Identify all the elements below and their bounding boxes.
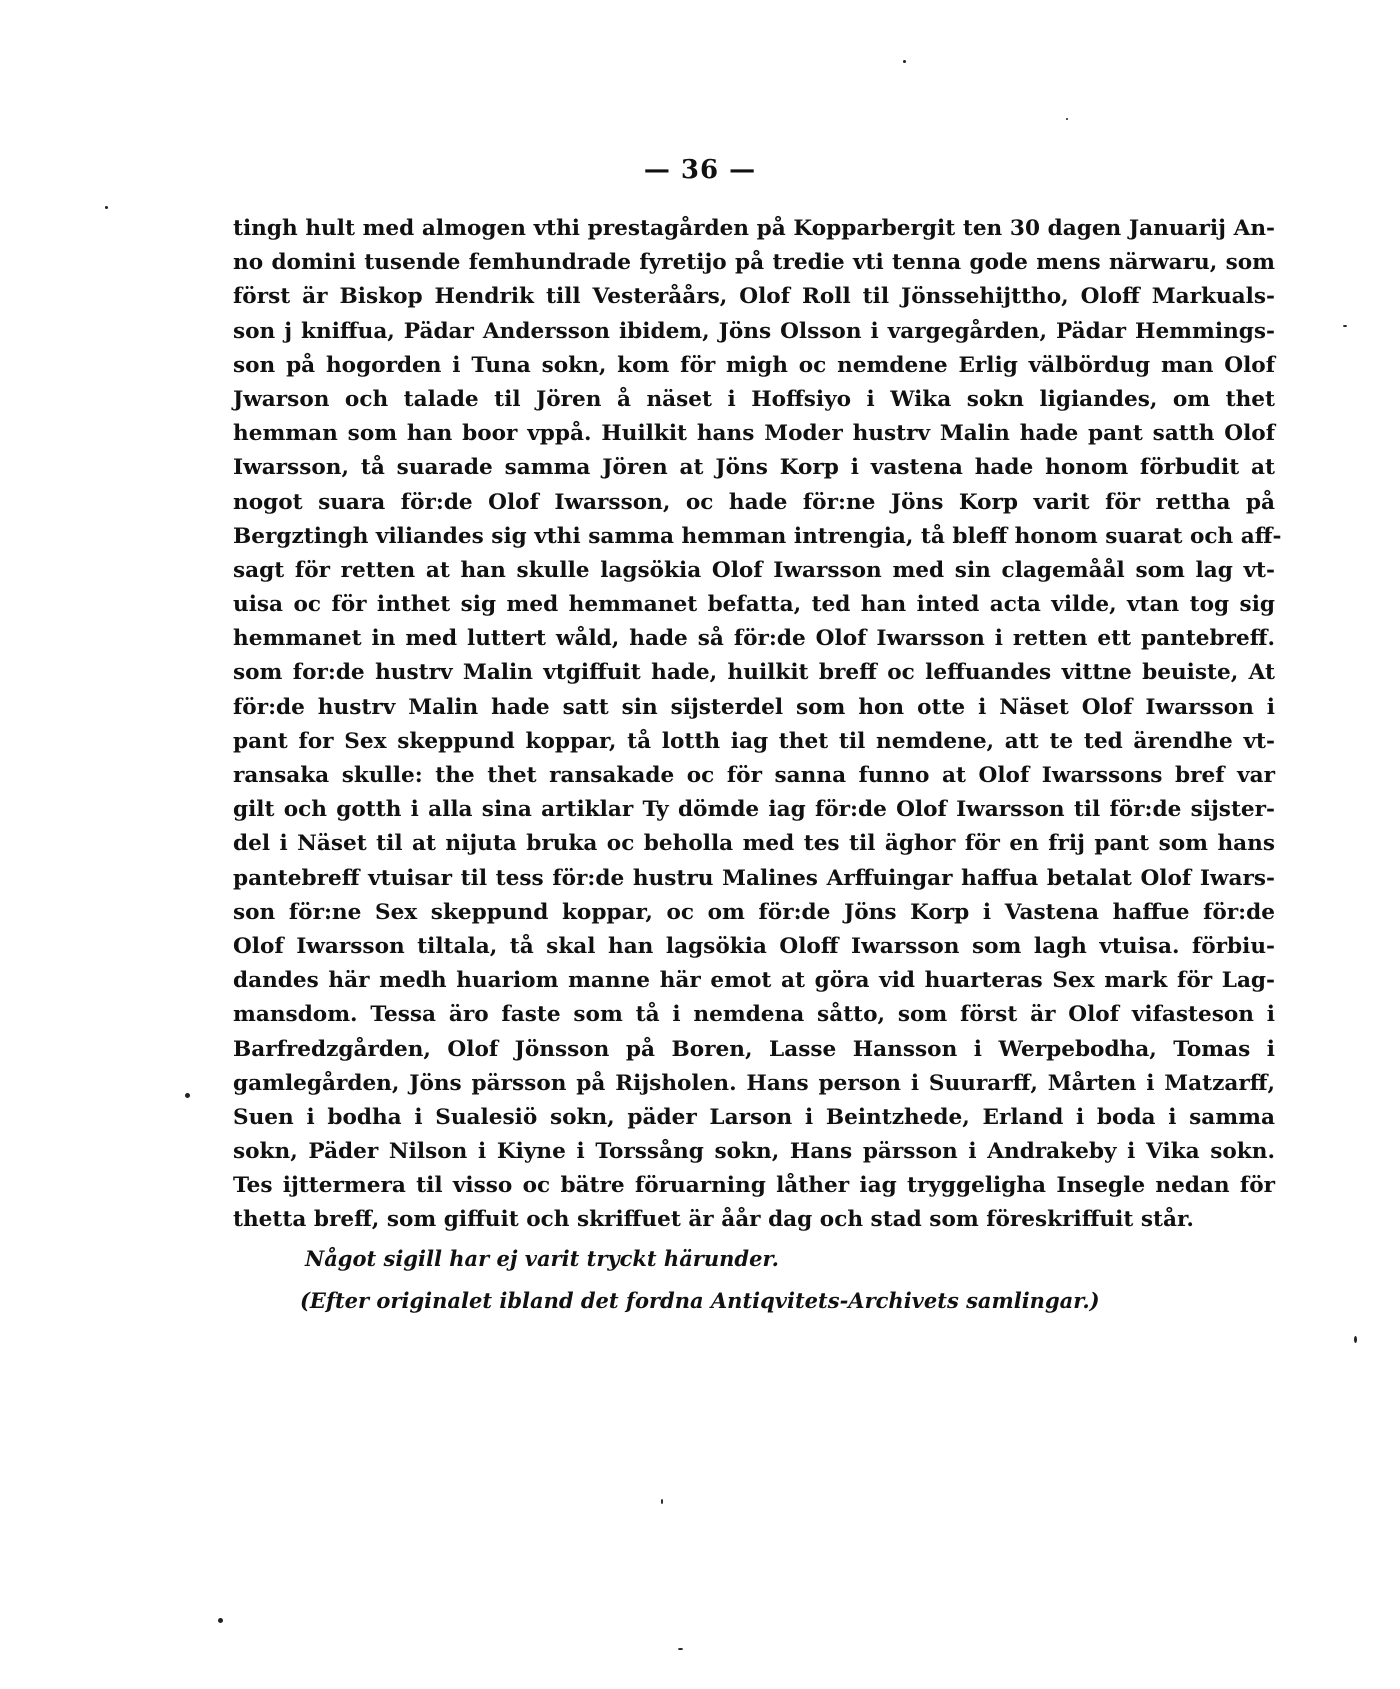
text-line: no domini tusende femhundrade fyretijo på tredie vti tenna gode mens närwaru, som <box>233 250 1275 276</box>
text-line: Iwarsson, tå suarade samma Jören at Jöns Korp i vastena hade honom förbudit at <box>233 455 1275 481</box>
text-line: först är Biskop Hendrik till Vesteråårs, Olof Roll til Jönssehijttho, Oloff Markuals- <box>233 284 1275 310</box>
scan-speck <box>1343 325 1347 327</box>
scan-speck <box>185 1093 190 1098</box>
text-line: nogot suara för:de Olof Iwarsson, oc hade för:ne Jöns Korp varit för rettha på <box>233 489 1275 515</box>
text-line: gilt och gotth i alla sina artiklar Ty dömde iag för:de Olof Iwarsson til för:de sijster- <box>233 797 1275 823</box>
text-line: thetta breff, som giffuit och skriffuet är åår dag och stad som föreskriffuit står. <box>233 1207 1194 1233</box>
text-line: gamlegården, Jöns pärsson på Rijsholen. Hans person i Suurarff, Mårten i Matzarff, <box>233 1070 1275 1096</box>
text-line: hemman som han boor vppå. Huilkit hans Moder hustrv Malin hade pant satth Olof <box>233 421 1275 447</box>
text-line: mansdom. Tessa äro faste som tå i nemdena såtto, som först är Olof vifasteson i <box>233 1002 1275 1028</box>
text-line: som for:de hustrv Malin vtgiffuit hade, huilkit breff oc leffuandes vittne beuiste, At <box>233 660 1275 686</box>
text-line: son j kniffua, Pädar Andersson ibidem, Jöns Olsson i vargegården, Pädar Hemmings- <box>233 318 1275 344</box>
scan-speck <box>661 1499 663 1504</box>
text-line: pant for Sex skeppund koppar, tå lotth iag thet til nemdene, att te ted ärendhe vt- <box>233 728 1275 754</box>
scan-speck <box>105 206 108 209</box>
text-line: Jwarson och talade til Jören å näset i Hoffsiyo i Wika sokn ligiandes, om thet <box>233 386 1275 412</box>
scan-speck <box>678 1648 683 1650</box>
text-line: uisa oc för inthet sig med hemmanet befatta, ted han inted acta vilde, vtan tog sig <box>233 592 1275 618</box>
text-line: son för:ne Sex skeppund koppar, oc om för:de Jöns Korp i Vastena haffue för:de <box>233 899 1275 925</box>
seal-note: Något sigill har ej varit tryckt härunder. <box>305 1246 779 1271</box>
text-line: hemmanet in med luttert wåld, hade så för:de Olof Iwarsson i retten ett pantebreff. <box>233 626 1275 652</box>
scan-speck <box>903 60 906 63</box>
text-line: dandes här medh huariom manne här emot at göra vid huarteras Sex mark för Lag- <box>233 968 1275 994</box>
text-line: Tes ijttermera til visso oc bätre föruarning låther iag tryggeligha Insegle nedan för <box>233 1173 1275 1199</box>
text-line: sagt för retten at han skulle lagsökia Olof Iwarsson med sin clagemåål som lag vt- <box>233 557 1275 583</box>
source-note: (Efter originalet ibland det fordna Antiqvitets-Archivets samlingar.) <box>300 1288 1100 1313</box>
body-text <box>233 212 1282 1238</box>
text-line: Barfredzgården, Olof Jönsson på Boren, Lasse Hansson i Werpebodha, Tomas i <box>233 1036 1275 1062</box>
text-line: sokn, Päder Nilson i Kiyne i Torssång sokn, Hans pärsson i Andrakeby i Vika sokn. <box>233 1139 1275 1165</box>
text-line: tingh hult med almogen vthi prestagården på Kopparbergit ten 30 dagen Januarij An- <box>233 216 1275 241</box>
page-number: — 36 — <box>643 155 757 185</box>
text-line: son på hogorden i Tuna sokn, kom för migh oc nemdene Erlig välbördug man Olof <box>233 352 1275 378</box>
text-line: Olof Iwarsson tiltala, tå skal han lagsökia Oloff Iwarsson som lagh vtuisa. förbiu- <box>233 933 1275 959</box>
scan-speck <box>218 1618 223 1623</box>
text-line: Suen i bodha i Sualesiö sokn, päder Larson i Beintzhede, Erland i boda i samma <box>233 1104 1275 1130</box>
scan-speck <box>1354 1336 1357 1343</box>
text-line: ransaka skulle: the thet ransakade oc för sanna funno at Olof Iwarssons bref var <box>233 763 1275 788</box>
text-line: för:de hustrv Malin hade satt sin sijsterdel som hon otte i Näset Olof Iwarsson i <box>233 694 1275 720</box>
text-line: del i Näset til at nijuta bruka oc beholla med tes til äghor för en frij pant som hans <box>233 831 1275 857</box>
scan-speck <box>1066 118 1068 120</box>
text-line: pantebreff vtuisar til tess för:de hustru Malines Arffuingar haffua betalat Olof Iwars- <box>233 865 1275 891</box>
text-line: Bergztingh viliandes sig vthi samma hemman intrengia, tå bleff honom suarat och aff- <box>233 523 1282 549</box>
